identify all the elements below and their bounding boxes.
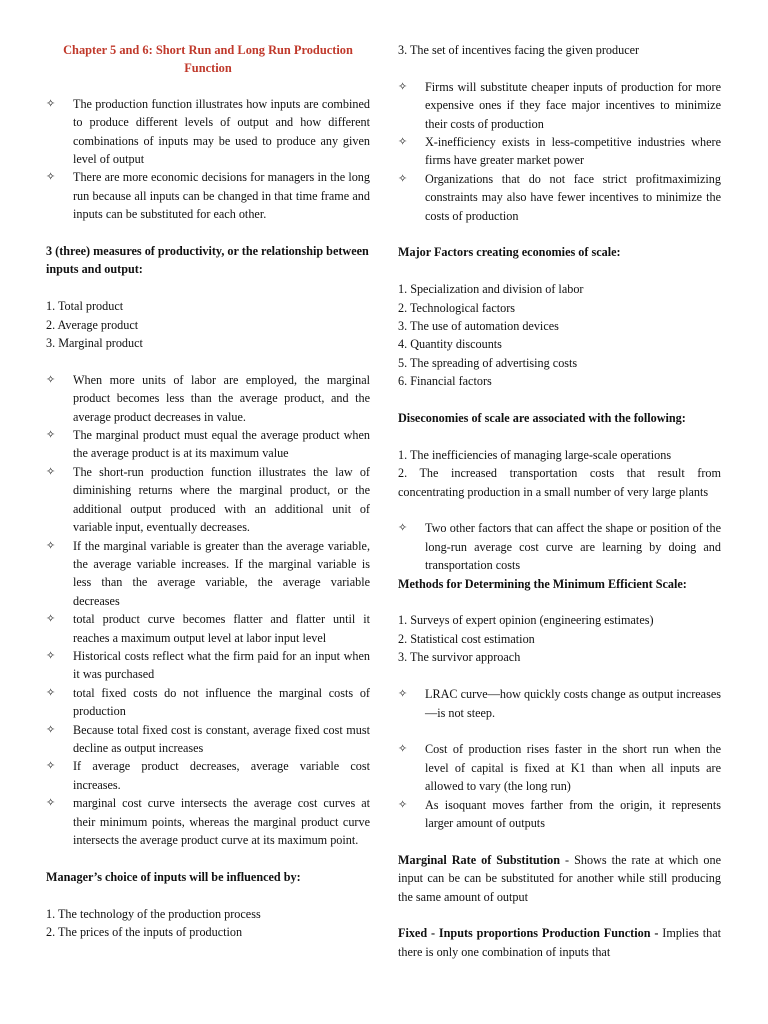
list-item: 3. The set of incentives facing the given producer	[398, 43, 640, 57]
bullet-item: ✧ As isoquant moves farther from the origin, it represents larger amount of outputs	[398, 797, 721, 830]
bullet-diamond-icon: ✧	[398, 135, 408, 149]
mrs-definition	[398, 851, 721, 906]
bullet-diamond-icon: ✧	[46, 538, 56, 552]
list-item: 2. The prices of the inputs of production	[46, 925, 243, 940]
bullet-item: ✧ Because total fixed cost is constant, average fixed cost must decline as output increases	[46, 722, 370, 755]
fixed-text: Implies that there is only one combination of inputs that	[398, 926, 721, 959]
intro-bullet-list	[46, 95, 370, 224]
list-item: 2. The increased transportation costs that result from concentrating production in a small number of very large plants	[398, 466, 721, 499]
bullet-diamond-icon: ✧	[46, 96, 56, 110]
mes-list	[398, 611, 721, 666]
bullet-item: ✧ Historical costs reflect what the firm paid for an input when it was purchased	[46, 648, 370, 682]
mrs-text: - Shows the rate at which one input can be can be substituted for another while still producing the same amount of output	[398, 852, 721, 904]
bullet-item: ✧ Cost of production rises faster in the short run when the level of capital is fixed at K1 than when all inputs are allowed to vary (the long run)	[398, 742, 721, 794]
list-item: 1. Total product	[46, 299, 124, 314]
economies-heading: Major Factors creating economies of scale:	[398, 245, 621, 260]
list-item: 6. Financial factors	[398, 374, 492, 389]
mes-heading: Methods for Determining the Minimum Efficient Scale:	[398, 576, 687, 591]
fixed-term: Fixed - Inputs proportions Production Function -	[398, 926, 659, 941]
bullet-item: ✧ marginal cost curve intersects the average cost curves at their minimum points, whereas the marginal product curve intersects the average product curve at its maximum point.	[46, 796, 370, 848]
bullet-item: ✧ Two other factors that can affect the shape or position of the long-run average cost curve are learning by doing and transportation costs	[398, 521, 721, 573]
bullet-item: ✧ total fixed costs do not influence the marginal costs of production	[46, 685, 370, 719]
list-item: 3. Marginal product	[46, 336, 143, 351]
document-title: Chapter 5 and 6: Short Run and Long Run Production Function	[63, 43, 353, 76]
bullet-item: ✧ If average product decreases, average variable cost increases.	[46, 759, 370, 792]
list-item: 1. Specialization and division of labor	[398, 282, 584, 297]
list-item: 3. The survivor approach	[398, 650, 521, 665]
lrac-bullet-list	[398, 519, 721, 574]
list-item: 4. Quantity discounts	[398, 337, 502, 352]
bullet-diamond-icon: ✧	[398, 79, 408, 93]
mrs-term: Marginal Rate of Substitution	[398, 852, 560, 867]
bullet-item: ✧ Organizations that do not face strict profitmaximizing constraints may also have fewer incentives to minimize the costs of production	[398, 171, 721, 223]
list-item: 2. Technological factors	[398, 300, 516, 315]
bullet-diamond-icon: ✧	[398, 171, 408, 185]
bullet-item: ✧ The production function illustrates how inputs are combined to produce different levels of output and how different combinations of inputs may be used to produce any given level of output	[46, 96, 370, 167]
bullet-diamond-icon: ✧	[398, 742, 408, 756]
measures-heading: 3 (three) measures of productivity, or the relationship between inputs and output:	[46, 244, 369, 277]
bullet-item: ✧ There are more economic decisions for managers in the long run because all inputs can be changed in that time frame and inputs can be substituted for each other.	[46, 170, 370, 222]
bullet-diamond-icon: ✧	[398, 687, 408, 701]
choice-list	[46, 905, 370, 942]
diseconomies-list	[398, 446, 721, 501]
list-item: 1. The inefficiencies of managing large-scale operations	[398, 447, 672, 462]
list-item: 3. The use of automation devices	[398, 319, 559, 334]
bullet-diamond-icon: ✧	[46, 464, 56, 478]
bullet-diamond-icon: ✧	[46, 612, 56, 626]
bullet-diamond-icon: ✧	[46, 428, 56, 442]
measures-list	[46, 297, 370, 352]
lrac-steep-bullet-list	[398, 685, 721, 722]
list-item: 5. The spreading of advertising costs	[398, 355, 578, 370]
list-item: 1. Surveys of expert opinion (engineering estimates)	[398, 613, 654, 628]
bullet-diamond-icon: ✧	[46, 685, 56, 699]
choice-heading: Manager’s choice of inputs will be influenced by:	[46, 869, 301, 884]
bullet-diamond-icon: ✧	[46, 372, 56, 386]
bullet-item: ✧ If the marginal variable is greater than the average variable, the average variable increases. If the marginal variable is less than the average variable, the average variable decreases	[46, 538, 370, 608]
incentive-bullet-list	[398, 78, 721, 225]
diseconomies-heading: Diseconomies of scale are associated with the following:	[398, 411, 686, 426]
right-column	[398, 41, 721, 961]
detail-bullet-list	[46, 371, 370, 850]
bullet-diamond-icon: ✧	[398, 797, 408, 811]
fixed-definition	[398, 924, 721, 961]
list-item: 2. Statistical cost estimation	[398, 631, 535, 646]
bullet-diamond-icon: ✧	[46, 722, 56, 736]
bullet-item: ✧ When more units of labor are employed, the marginal product becomes less than the average product, and the average product decreases in value.	[46, 372, 370, 424]
cost-bullet-list	[398, 740, 721, 832]
bullet-item: ✧ The marginal product must equal the average product when the average product is at its maximum value	[46, 428, 370, 461]
bullet-diamond-icon: ✧	[46, 796, 56, 810]
bullet-item: ✧ Firms will substitute cheaper inputs of production for more expensive ones if they face major incentives to minimize their costs of production	[398, 79, 721, 131]
bullet-diamond-icon: ✧	[46, 170, 56, 184]
list-item: 1. The technology of the production process	[46, 906, 261, 921]
bullet-item: ✧ total product curve becomes flatter and flatter until it reaches a maximum output level at labor input level	[46, 612, 370, 645]
economies-list	[398, 280, 721, 390]
left-column	[46, 41, 370, 941]
bullet-item: ✧ The short-run production function illustrates the law of diminishing returns where the marginal product, or the additional output produced with an additional unit of variable input, eventually decreases.	[46, 464, 370, 535]
list-item: 2. Average product	[46, 317, 139, 332]
bullet-diamond-icon: ✧	[46, 648, 56, 662]
bullet-item: ✧ X-inefficiency exists in less-competitive industries where firms have greater market power	[398, 135, 721, 168]
bullet-diamond-icon: ✧	[398, 521, 408, 535]
bullet-diamond-icon: ✧	[46, 759, 56, 773]
bullet-item: ✧ LRAC curve—how quickly costs change as output increases—is not steep.	[398, 687, 721, 720]
